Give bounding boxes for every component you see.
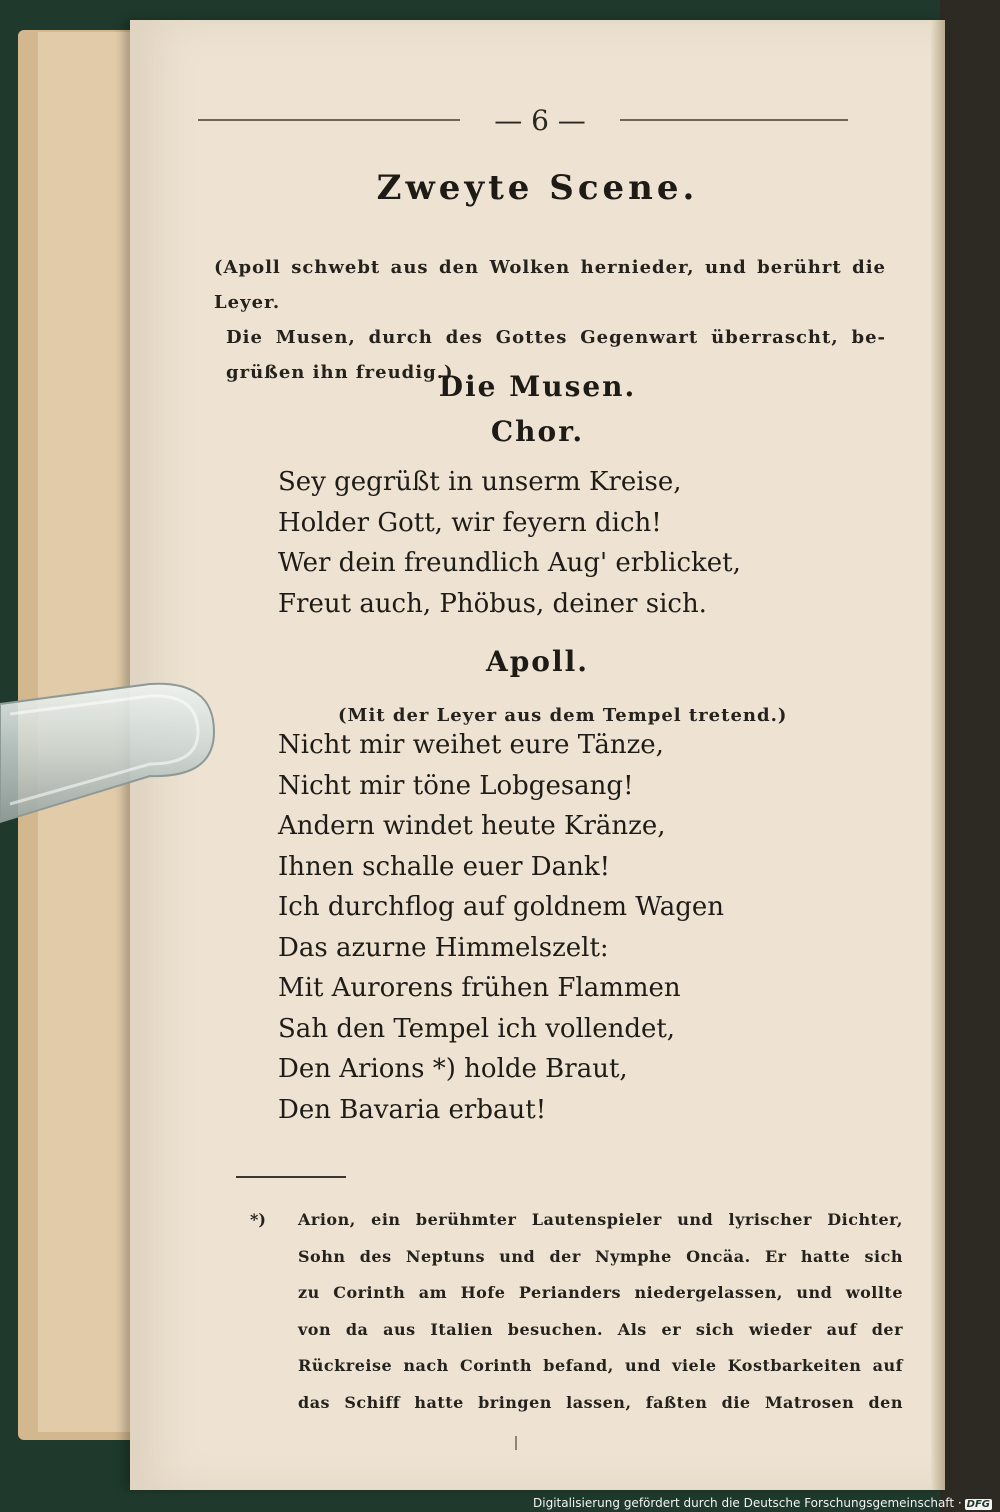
verse-line: Das azurne Himmelszelt: [278,932,609,963]
verse-line: Mit Aurorens frühen Flammen [278,973,681,1003]
verse-line: Ich durchflog auf goldnem Wagen [278,892,725,922]
page-number: — 6 — [460,104,620,137]
footnote [298,1202,903,1421]
book-page [130,20,945,1490]
credit-text: Digitalisierung gefördert durch die Deutsche Forschungsgemeinschaft · [533,1496,962,1510]
apoll-direction: (Mit der Leyer aus dem Tempel tretend.) [338,705,788,726]
verse-line: Andern windet heute Kränze, [278,811,666,841]
verse-line: Ihnen schalle euer Dank! [278,851,611,882]
stage-direction-line: Die Musen, durch des Gottes Gegenwart überrascht, be- [226,327,886,348]
verse-line: Nicht mir töne Lobgesang! [278,770,634,801]
bookmark-clip-icon [0,680,218,826]
footnote-line: von da aus Italien besuchen. Als er sich wieder auf der [298,1319,903,1339]
footnote-line: zu Corinth am Hofe Perianders niedergelassen, und wollte [298,1283,903,1302]
stage-direction-line: grüßen ihn freudig.) [226,362,454,383]
scene-title: Zweyte Scene. [376,168,699,208]
speaker-apoll: Apoll. [486,645,589,678]
footnote-line: Rückreise nach Corinth befand, und viele Kostbarkeiten auf [298,1356,903,1375]
speaker-chorus: Chor. [490,415,585,448]
verse-line: Freut auch, Phöbus, deiner sich. [278,588,707,619]
verse-line: Sah den Tempel ich vollendet, [278,1013,676,1044]
verse-line: Den Bavaria erbaut! [278,1094,547,1125]
apoll-verses [278,725,724,1130]
footnote-line: Sohn des Neptuns und der Nymphe Oncäa. Er hatte sich [298,1246,903,1266]
stage-direction [214,250,886,390]
verse-line: Sey gegrüßt in unserm Kreise, [278,467,682,497]
footnote-marker: *) [250,1210,266,1229]
digitization-credit [533,1496,992,1510]
verse-line: Wer dein freundlich Aug' erblicket, [278,548,741,578]
footnote-rule [236,1176,346,1178]
footnote-line: Arion, ein berühmter Lautenspieler und lyrischer Dichter, [298,1210,903,1229]
verse-line: Holder Gott, wir feyern dich! [278,507,662,538]
chorus-verses [278,462,741,624]
speaker-muses: Die Musen. [438,370,637,403]
footnote-line: das Schiff hatte bringen lassen, faßten die Matrosen den [298,1392,903,1412]
verse-line: Den Arions *) holde Braut, [278,1054,628,1084]
stage-direction-line: (Apoll schwebt aus den Wolken hernieder, und berührt die Leyer. [214,257,886,313]
binding-strip [940,0,1000,1512]
page-mark [515,1436,517,1450]
verse-line: Nicht mir weihet eure Tänze, [278,730,664,760]
dfg-logo: DFG [966,1499,990,1510]
page-edge-shadow [931,20,945,1490]
